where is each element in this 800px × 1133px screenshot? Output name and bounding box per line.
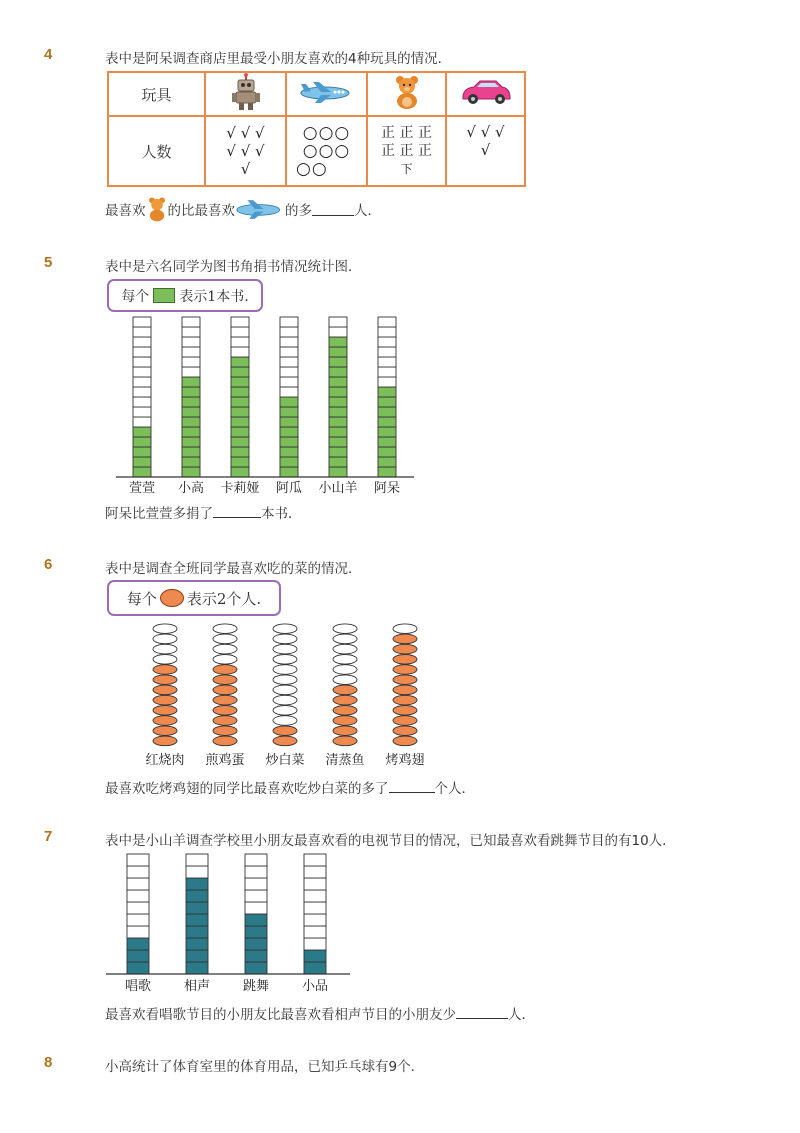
bar-column [378,317,396,477]
bar-column [182,317,200,477]
empty-cell [273,624,297,634]
filled-cell [280,397,298,407]
tally-marks: ○○○ [302,141,351,161]
empty-cell [273,685,297,695]
teddy-bear-icon [367,72,446,116]
empty-cell [245,854,267,866]
filled-cell [280,437,298,447]
category-label: 小高 [177,481,205,496]
filled-cell [329,367,347,377]
bar-column [153,624,177,746]
filled-cell [231,417,249,427]
empty-cell [273,655,297,665]
empty-cell [182,317,200,327]
question-7-prompt: 最喜欢看唱歌节目的小朋友比最喜欢看相声节目的小朋友少 人． [105,1007,535,1023]
empty-cell [304,902,326,914]
filled-cell [329,437,347,447]
filled-cell [378,427,396,437]
filled-cell [378,467,396,477]
empty-cell [133,357,151,367]
tally-marks: 正 正 正 [381,125,432,141]
empty-cell [182,347,200,357]
filled-cell [127,938,149,950]
car-count-cell [446,116,525,186]
empty-cell [333,634,357,644]
empty-cell [182,337,200,347]
filled-cell [186,914,208,926]
bar-column [273,624,297,746]
category-label: 阿呆 [373,481,401,496]
filled-cell [378,387,396,397]
filled-cell [393,726,417,736]
filled-cell [182,397,200,407]
empty-cell [133,417,151,427]
filled-cell [182,427,200,437]
filled-cell [186,962,208,974]
empty-cell [133,377,151,387]
empty-cell [245,902,267,914]
tally-marks: √ √ √ [226,142,265,160]
empty-cell [304,926,326,938]
filled-cell [329,467,347,477]
filled-cell [213,675,237,685]
empty-cell [273,644,297,654]
filled-cell [182,387,200,397]
bar-column [245,854,267,974]
tally-marks: √ [240,160,251,178]
empty-cell [182,357,200,367]
filled-cell [304,950,326,962]
filled-cell [245,950,267,962]
filled-cell [393,685,417,695]
category-label: 炒白菜 [265,753,305,768]
question-4-text: 表中是阿呆调查商店里最受小朋友喜欢的4种玩具的情况． [105,51,452,67]
filled-cell [182,417,200,427]
filled-cell [378,437,396,447]
filled-cell [231,407,249,417]
empty-cell [280,317,298,327]
empty-cell [273,695,297,705]
filled-cell [245,938,267,950]
empty-cell [213,655,237,665]
empty-cell [186,866,208,878]
category-label: 小山羊 [318,481,358,496]
filled-cell [153,685,177,695]
filled-cell [333,695,357,705]
filled-cell [133,457,151,467]
empty-cell [213,624,237,634]
tally-marks: √ [480,141,491,159]
answer-blank[interactable] [456,1006,508,1019]
filled-cell [378,407,396,417]
filled-cell [329,407,347,417]
empty-cell [273,665,297,675]
filled-cell [393,695,417,705]
category-label: 红烧肉 [145,753,185,768]
filled-cell [133,447,151,457]
filled-cell [273,736,297,746]
filled-cell [182,467,200,477]
chart-legend: 每个 表示1本书. [107,279,263,312]
empty-cell [280,347,298,357]
empty-cell [333,624,357,634]
empty-cell [231,337,249,347]
filled-cell [153,675,177,685]
filled-cell [182,447,200,457]
empty-cell [273,675,297,685]
filled-cell [213,706,237,716]
empty-cell [133,367,151,377]
question-6-text: 表中是调查全班同学最喜欢吃的菜的情况． [105,561,362,577]
filled-cell [329,447,347,457]
question-number-4: 4 [44,46,53,63]
filled-cell [245,926,267,938]
filled-cell [393,634,417,644]
question-5-prompt: 阿呆比萱萱多捐了 本书． [105,506,302,522]
toy-survey-table [107,71,526,187]
empty-cell [378,317,396,327]
filled-cell [133,437,151,447]
empty-cell [378,337,396,347]
filled-cell [280,407,298,417]
filled-cell [333,736,357,746]
question-number-8: 8 [44,1054,53,1071]
toy-header-cell: 玩具 [108,72,205,116]
filled-cell [393,736,417,746]
empty-cell [182,367,200,377]
category-label: 烤鸡翅 [385,753,425,768]
empty-cell [304,854,326,866]
filled-cell [378,457,396,467]
tally-marks: 下 [400,162,413,176]
empty-cell [231,327,249,337]
empty-cell [273,716,297,726]
empty-cell [133,327,151,337]
airplane-icon [235,197,285,221]
filled-cell [329,357,347,367]
empty-cell [333,655,357,665]
airplane-count-cell [286,116,367,186]
bear-count-cell [367,116,446,186]
filled-cell [153,665,177,675]
category-label: 萱萱 [128,481,156,496]
filled-cell [378,447,396,457]
filled-cell [231,367,249,377]
empty-cell [133,317,151,327]
filled-cell [182,377,200,387]
empty-cell [133,347,151,357]
filled-cell [329,347,347,357]
filled-cell [378,397,396,407]
filled-cell [304,962,326,974]
empty-cell [280,387,298,397]
filled-cell [231,377,249,387]
filled-cell [133,467,151,477]
empty-cell [245,890,267,902]
empty-cell [127,890,149,902]
filled-cell [231,397,249,407]
bar-column [280,317,298,477]
empty-cell [280,327,298,337]
empty-cell [329,317,347,327]
bar-column [186,854,208,974]
bar-column [329,317,347,477]
empty-cell [304,914,326,926]
filled-cell [186,878,208,890]
filled-cell [378,417,396,427]
empty-cell [127,878,149,890]
filled-cell [133,427,151,437]
tally-marks: 正 正 正 [381,143,432,159]
bar-column [304,854,326,974]
empty-cell [304,938,326,950]
question-6-prompt: 最喜欢吃烤鸡翅的同学比最喜欢吃炒白菜的多了 个人． [105,781,475,797]
filled-cell [329,337,347,347]
empty-cell [153,655,177,665]
filled-cell [280,457,298,467]
empty-cell [133,337,151,347]
filled-cell [127,962,149,974]
empty-cell [333,675,357,685]
filled-cell [329,377,347,387]
category-label: 跳舞 [242,979,270,994]
filled-cell [329,387,347,397]
filled-cell [393,716,417,726]
filled-cell [182,437,200,447]
empty-cell [133,397,151,407]
filled-cell [280,417,298,427]
category-label: 煎鸡蛋 [205,753,245,768]
question-4-prompt: 最喜欢 的比最喜欢 的多 人． [105,196,381,222]
empty-cell [304,878,326,890]
empty-cell [378,367,396,377]
empty-cell [280,337,298,347]
empty-cell [378,377,396,387]
empty-cell [329,327,347,337]
filled-cell [213,695,237,705]
empty-cell [153,644,177,654]
filled-cell [186,938,208,950]
question-7-text: 表中是小山羊调查学校里小朋友最喜欢看的电视节目的情况，已知最喜欢看跳舞节目的有10人． [105,833,676,849]
category-label: 清蒸鱼 [325,753,365,768]
empty-cell [127,926,149,938]
empty-cell [280,377,298,387]
green-square-icon [153,288,175,303]
empty-cell [133,407,151,417]
tally-marks: ○○○ [302,123,351,143]
bar-column [393,624,417,746]
empty-cell [153,634,177,644]
category-label: 卡莉娅 [220,481,260,496]
empty-cell [393,624,417,634]
filled-cell [273,726,297,736]
question-number-6: 6 [44,556,53,573]
filled-cell [153,706,177,716]
question-number-5: 5 [44,254,53,271]
filled-cell [393,655,417,665]
category-label: 唱歌 [124,979,152,994]
filled-cell [329,457,347,467]
chart-legend: 每个 表示2个人. [107,580,281,616]
teddy-bear-icon [146,196,168,222]
filled-cell [127,950,149,962]
empty-cell [280,367,298,377]
filled-cell [153,716,177,726]
filled-cell [153,736,177,746]
filled-cell [333,726,357,736]
car-icon [446,72,525,116]
filled-cell [186,926,208,938]
filled-cell [280,467,298,477]
filled-cell [231,437,249,447]
filled-cell [333,706,357,716]
filled-cell [186,950,208,962]
filled-cell [186,890,208,902]
answer-blank[interactable] [213,505,261,518]
bar-column [333,624,357,746]
empty-cell [273,634,297,644]
filled-cell [153,695,177,705]
empty-cell [213,634,237,644]
filled-cell [213,685,237,695]
filled-cell [333,685,357,695]
empty-cell [153,624,177,634]
filled-cell [213,665,237,675]
empty-cell [333,644,357,654]
airplane-icon [286,72,367,116]
question-5-text: 表中是六名同学为图书角捐书情况统计图． [105,259,362,275]
category-label: 阿瓜 [275,481,303,496]
empty-cell [304,890,326,902]
filled-cell [231,427,249,437]
empty-cell [127,902,149,914]
empty-cell [378,347,396,357]
filled-cell [231,447,249,457]
tally-marks: ○○ [296,159,328,179]
robot-icon [205,72,286,116]
bar-column [127,854,149,974]
filled-cell [182,407,200,417]
empty-cell [245,878,267,890]
tally-marks: √ √ √ [466,123,505,141]
filled-cell [329,417,347,427]
question-number-7: 7 [44,828,53,845]
count-header-cell: 人数 [108,116,205,186]
empty-cell [182,327,200,337]
tally-marks: √ √ √ [226,124,265,142]
filled-cell [329,397,347,407]
bar-column [133,317,151,477]
filled-cell [393,644,417,654]
orange-oval-icon [160,589,184,607]
empty-cell [186,854,208,866]
filled-cell [333,716,357,726]
empty-cell [378,357,396,367]
filled-cell [280,427,298,437]
empty-cell [231,317,249,327]
filled-cell [213,736,237,746]
empty-cell [213,644,237,654]
filled-cell [231,457,249,467]
filled-cell [329,427,347,437]
filled-cell [393,706,417,716]
filled-cell [393,675,417,685]
empty-cell [127,854,149,866]
bar-column [213,624,237,746]
filled-cell [245,962,267,974]
empty-cell [127,866,149,878]
filled-cell [231,387,249,397]
filled-cell [280,447,298,457]
filled-cell [213,716,237,726]
empty-cell [245,866,267,878]
empty-cell [127,914,149,926]
filled-cell [186,902,208,914]
empty-cell [133,387,151,397]
empty-cell [273,706,297,716]
empty-cell [280,357,298,367]
filled-cell [153,726,177,736]
filled-cell [231,357,249,367]
answer-blank[interactable] [312,203,354,216]
question-8-text: 小高统计了体育室里的体育用品，已知乒乓球有9个． [105,1059,425,1075]
category-label: 小品 [301,979,329,994]
filled-cell [182,457,200,467]
empty-cell [304,866,326,878]
robot-count-cell [205,116,286,186]
filled-cell [393,665,417,675]
filled-cell [213,726,237,736]
filled-cell [231,467,249,477]
empty-cell [231,347,249,357]
empty-cell [333,665,357,675]
bar-column [231,317,249,477]
category-label: 相声 [183,979,211,994]
empty-cell [378,327,396,337]
answer-blank[interactable] [389,780,435,793]
filled-cell [245,914,267,926]
